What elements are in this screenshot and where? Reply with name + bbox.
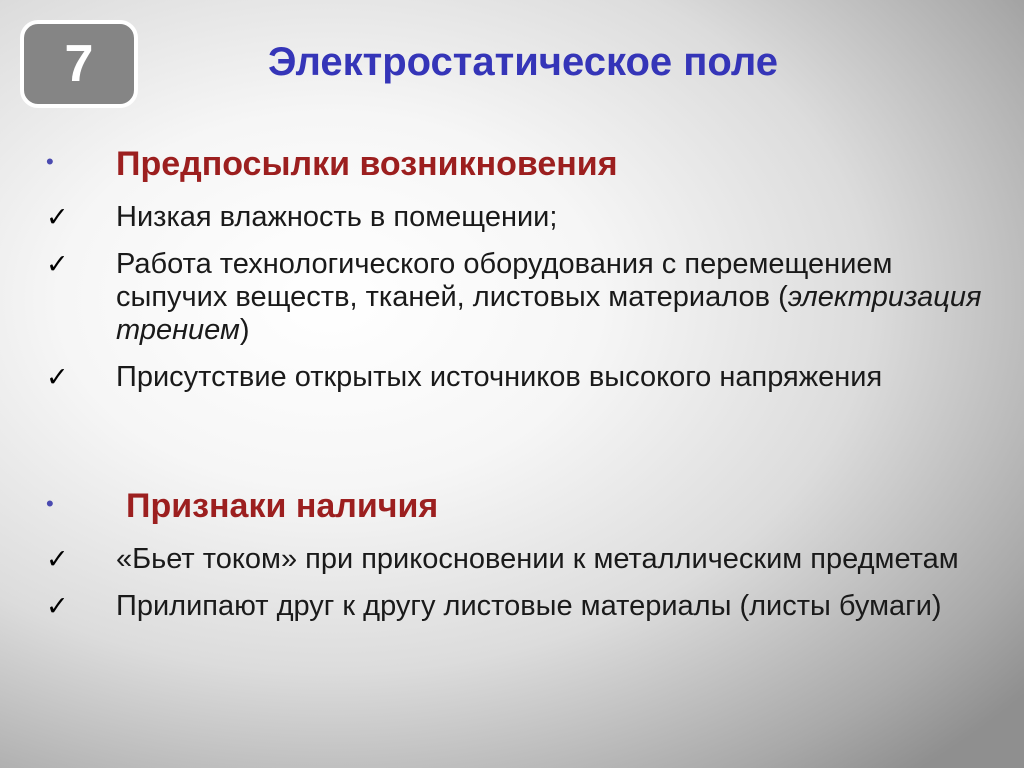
list-item-text: Прилипают друг к другу листовые материалы (листы бумаги) — [116, 590, 942, 622]
checkmark-icon: ✓ — [46, 202, 69, 232]
checkmark-icon: ✓ — [46, 544, 69, 574]
checkmark-icon: ✓ — [46, 591, 69, 621]
list-item-text: Низкая влажность в помещении; — [116, 201, 558, 233]
list-item-italic-term: электризация трением — [116, 281, 982, 346]
list-item — [0, 590, 1024, 623]
slide-title: Электростатическое поле — [268, 40, 778, 84]
list-item — [0, 543, 1024, 576]
list-item — [0, 248, 1024, 347]
bullet-dot-icon: • — [46, 149, 54, 174]
slide-number-badge — [20, 20, 138, 108]
section-prerequisites — [0, 145, 1024, 404]
list-item-text — [116, 248, 996, 347]
section-heading: Признаки наличия — [126, 487, 439, 525]
checkmark-icon: ✓ — [46, 249, 69, 279]
checkmark-icon: ✓ — [46, 362, 69, 392]
section-heading-row — [0, 145, 1024, 191]
list-item — [0, 361, 1024, 394]
list-item-text-part: Работа технологического оборудования с перемещением сыпучих веществ, тканей, листовых материалов ( — [116, 248, 893, 313]
section-indicators — [0, 487, 1024, 633]
section-heading-row — [0, 487, 1024, 533]
slide-number: 7 — [64, 35, 94, 93]
list-item — [0, 201, 1024, 234]
bullet-dot-icon: • — [46, 491, 54, 516]
list-item-text: «Бьет током» при прикосновении к металлическим предметам — [116, 543, 959, 575]
section-heading: Предпосылки возникновения — [116, 145, 618, 183]
list-item-text: Присутствие открытых источников высокого напряжения — [116, 361, 883, 393]
list-item-text-part: ) — [239, 314, 250, 346]
